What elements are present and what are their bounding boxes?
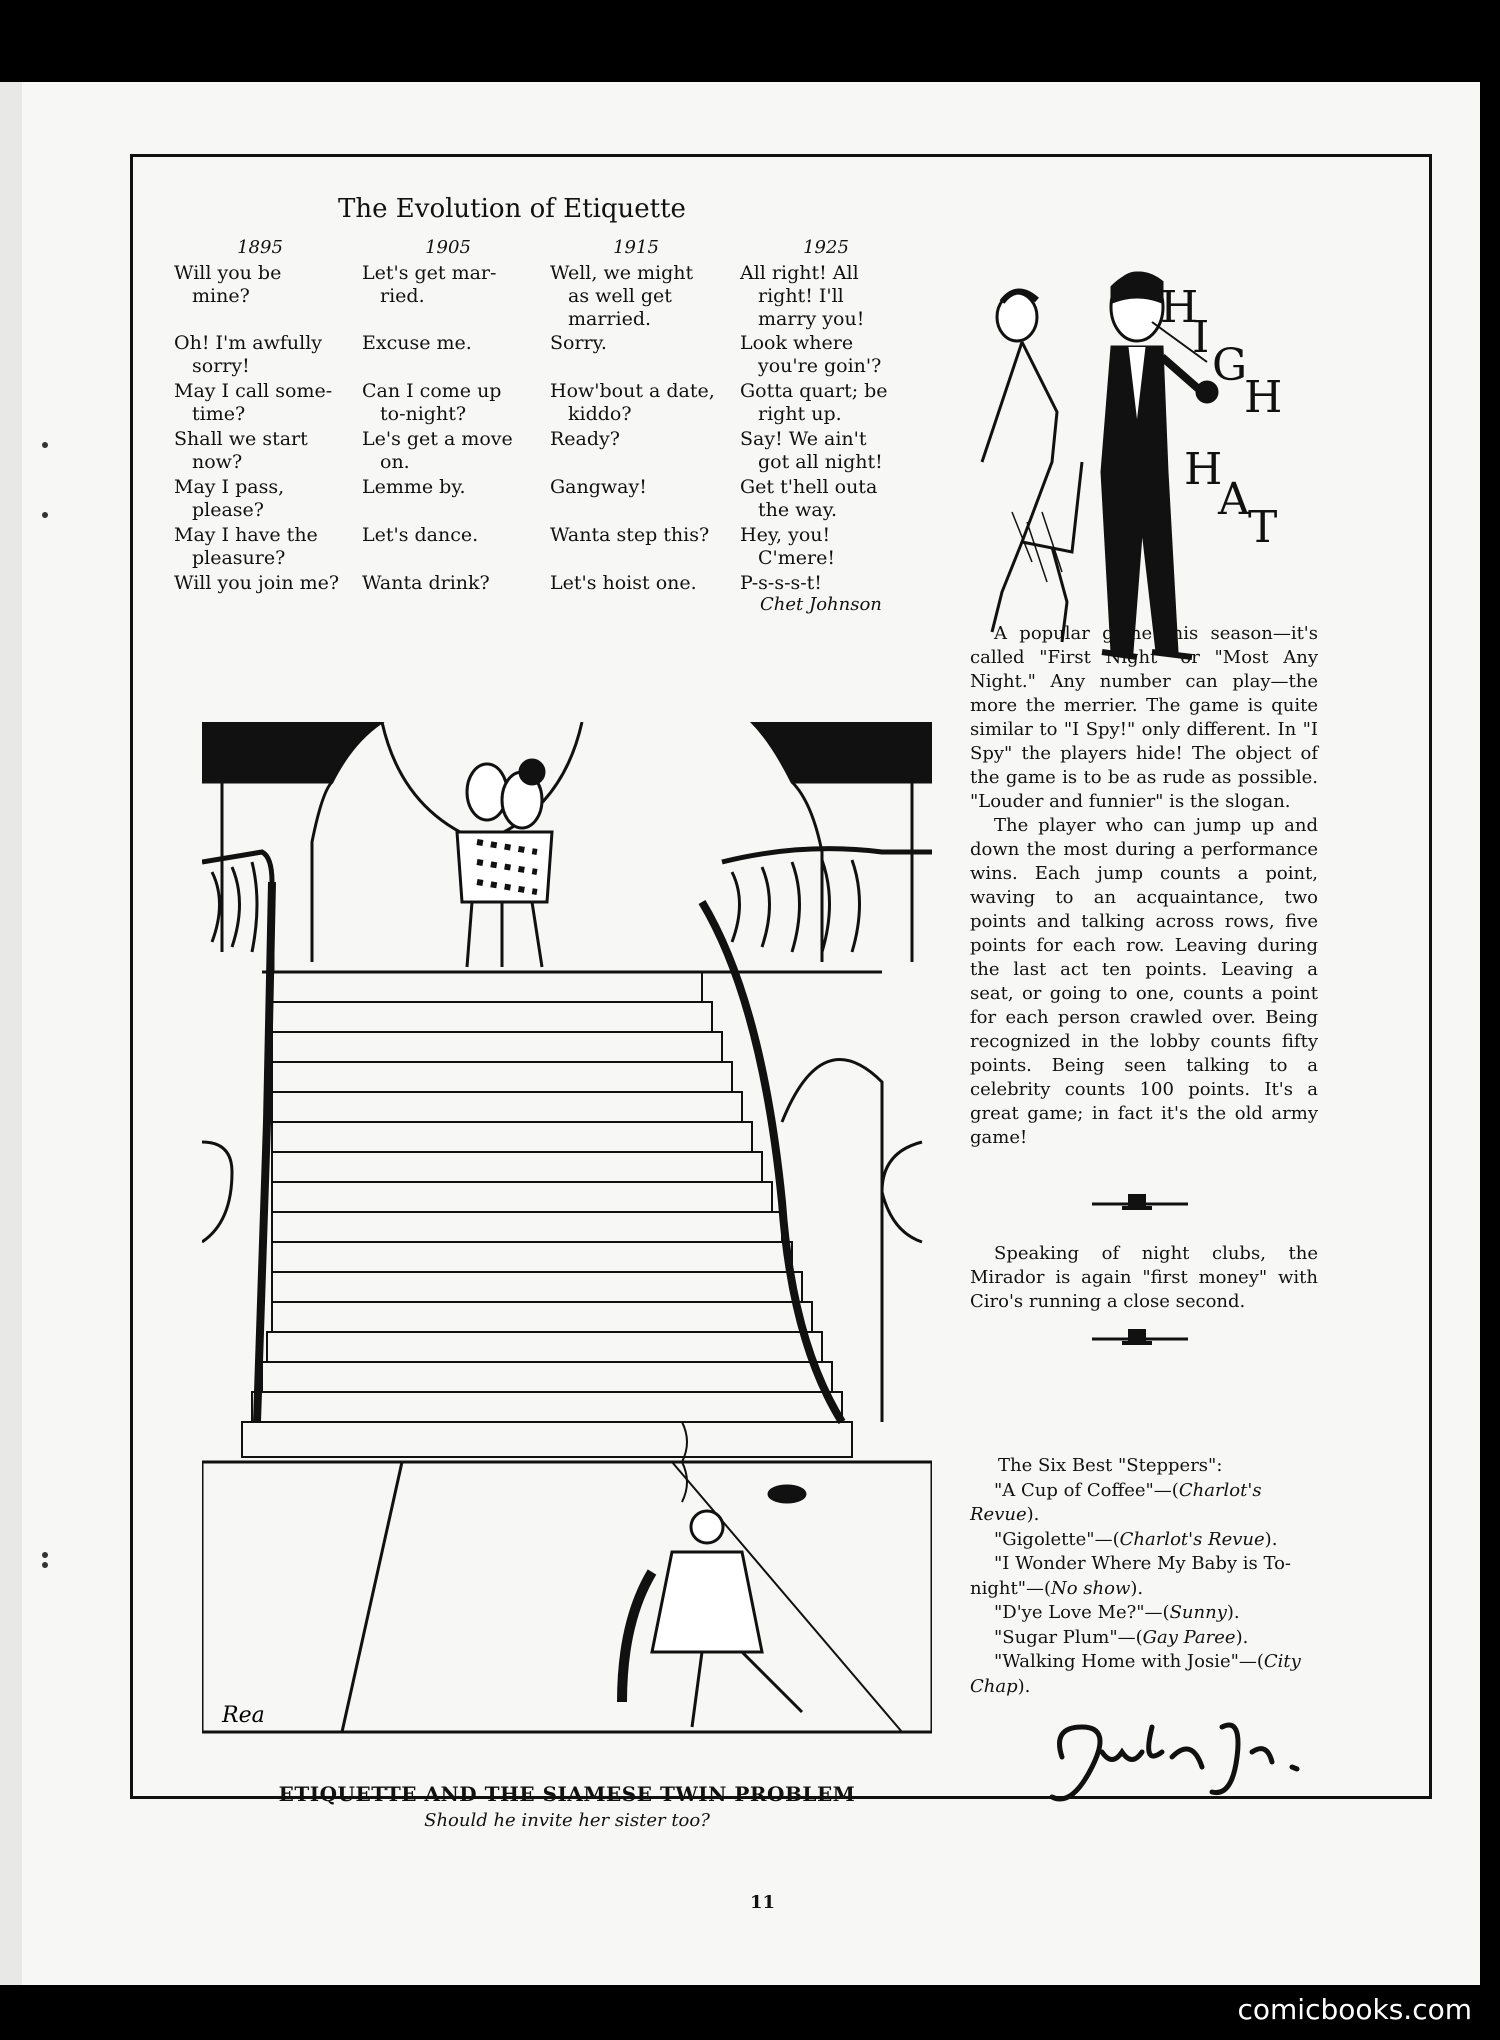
binding-mark bbox=[42, 1562, 48, 1568]
high-hat-letter: H bbox=[1184, 444, 1223, 495]
phrase: Gotta quart; be right up. bbox=[740, 380, 888, 425]
phrase: Let's dance. bbox=[362, 524, 479, 546]
column-year: 1915 bbox=[613, 237, 659, 258]
binding-mark bbox=[42, 442, 48, 448]
stepper-item: "Walking Home with Josie"—(City Chap). bbox=[970, 1651, 1301, 1697]
phrase: Hey, you! C'mere! bbox=[740, 524, 835, 569]
etiquette-credit: Chet Johnson bbox=[760, 594, 882, 615]
phrase: Excuse me. bbox=[362, 332, 472, 354]
phrase: Wanta step this? bbox=[550, 524, 710, 546]
column-year: 1905 bbox=[425, 237, 471, 258]
steppers-list bbox=[970, 1454, 1318, 1699]
stepper-item: "D'ye Love Me?"—(Sunny). bbox=[994, 1602, 1240, 1623]
phrase: Lemme by. bbox=[362, 476, 466, 498]
stepper-item: "A Cup of Coffee"—(Charlot's Revue). bbox=[970, 1479, 1262, 1525]
page-number: 11 bbox=[750, 1892, 776, 1913]
binding-mark bbox=[42, 512, 48, 518]
phrase: Ready? bbox=[550, 428, 620, 450]
artist-initials: Rea bbox=[222, 1703, 265, 1728]
binding-mark bbox=[42, 1552, 48, 1558]
column-year: 1925 bbox=[803, 237, 849, 258]
magazine-page bbox=[22, 82, 1480, 1985]
etiquette-title: The Evolution of Etiquette bbox=[338, 194, 686, 224]
etiquette-column-1925 bbox=[740, 236, 912, 594]
high-hat-letter: I bbox=[1192, 312, 1210, 363]
phrase: Let's hoist one. bbox=[550, 572, 697, 594]
cartoon-caption: ETIQUETTE AND THE SIAMESE TWIN PROBLEM bbox=[278, 1782, 856, 1806]
column-year: 1895 bbox=[237, 237, 283, 258]
phrase: Let's get mar- ried. bbox=[362, 262, 497, 307]
stepper-item: "I Wonder Where My Baby is To-night"—(No show). bbox=[970, 1553, 1291, 1599]
phrase: Look where you're goin'? bbox=[740, 332, 882, 377]
judge-jr-signature bbox=[1042, 1707, 1332, 1817]
cartoon-subcaption: Should he invite her sister too? bbox=[424, 1810, 710, 1831]
phrase: May I call some- time? bbox=[174, 380, 333, 425]
phrase: Say! We ain't got all night! bbox=[740, 428, 883, 473]
phrase: Will you be mine? bbox=[174, 262, 282, 307]
phrase: Wanta drink? bbox=[362, 572, 490, 594]
phrase: Well, we might as well get married. bbox=[550, 262, 694, 330]
phrase: Shall we start now? bbox=[174, 428, 308, 473]
phrase: All right! All right! I'll marry you! bbox=[740, 262, 865, 330]
phrase: Get t'hell outa the way. bbox=[740, 476, 878, 521]
high-hat-letter: H bbox=[1244, 372, 1283, 423]
phrase: Will you join me? bbox=[174, 572, 340, 594]
high-hat-letter: T bbox=[1248, 502, 1278, 553]
article-column bbox=[970, 1242, 1318, 1314]
high-hat-letter: G bbox=[1212, 340, 1248, 391]
etiquette-column-1915 bbox=[550, 236, 722, 594]
stepper-item: "Gigolette"—(Charlot's Revue). bbox=[994, 1528, 1278, 1550]
page-edge bbox=[0, 82, 22, 1985]
high-hat-letter: A bbox=[1218, 474, 1250, 525]
phrase: Le's get a move on. bbox=[362, 428, 513, 473]
staircase-cartoon bbox=[202, 722, 932, 1742]
top-hat-divider-icon bbox=[1092, 1327, 1188, 1349]
phrase: P-s-s-s-t! bbox=[740, 572, 822, 594]
dancing-couple-illustration bbox=[962, 262, 1322, 672]
phrase: Can I come up to-night? bbox=[362, 380, 502, 425]
phrase: May I have the pleasure? bbox=[174, 524, 318, 569]
article-paragraph: The player who can jump up and down the most during a performance wins. Each jump counts a point, waving to an acquaintance, two points and talking across rows, five points for each row. Leaving during the last act ten points. Leaving a seat, or going to one, counts a point for each person crawled over. Being recognized in the lobby counts fifty points. Being seen talking to a celebrity counts 100 points. It's a great game; in fact it's the old army game! bbox=[970, 815, 1318, 1148]
site-watermark: comicbooks.com bbox=[1237, 1993, 1472, 2026]
phrase: Sorry. bbox=[550, 332, 607, 354]
stepper-item: "Sugar Plum"—(Gay Paree). bbox=[994, 1626, 1249, 1648]
top-hat-divider-icon bbox=[1092, 1192, 1188, 1214]
phrase: Oh! I'm awfully sorry! bbox=[174, 332, 323, 377]
phrase: May I pass, please? bbox=[174, 476, 285, 521]
steppers-heading: The Six Best "Steppers": bbox=[998, 1455, 1223, 1476]
etiquette-column-1895 bbox=[174, 236, 346, 594]
phrase: Gangway! bbox=[550, 476, 647, 498]
etiquette-column-1905 bbox=[362, 236, 534, 594]
high-hat-letter: H bbox=[1160, 282, 1199, 333]
article-paragraph: A popular game this season—it's called "First Night" or "Most Any Night." Any number can play—the more the merrier. The game is quite similar to "I Spy!" only different. In "I Spy" the players hide! The object of the game is to be as rude as possible. "Louder and funnier" is the slogan. bbox=[970, 623, 1318, 812]
article-column bbox=[970, 622, 1318, 1150]
article-paragraph: Speaking of night clubs, the Mirador is again "first money" with Ciro's running a close second. bbox=[970, 1243, 1318, 1312]
phrase: How'bout a date, kiddo? bbox=[550, 380, 715, 425]
